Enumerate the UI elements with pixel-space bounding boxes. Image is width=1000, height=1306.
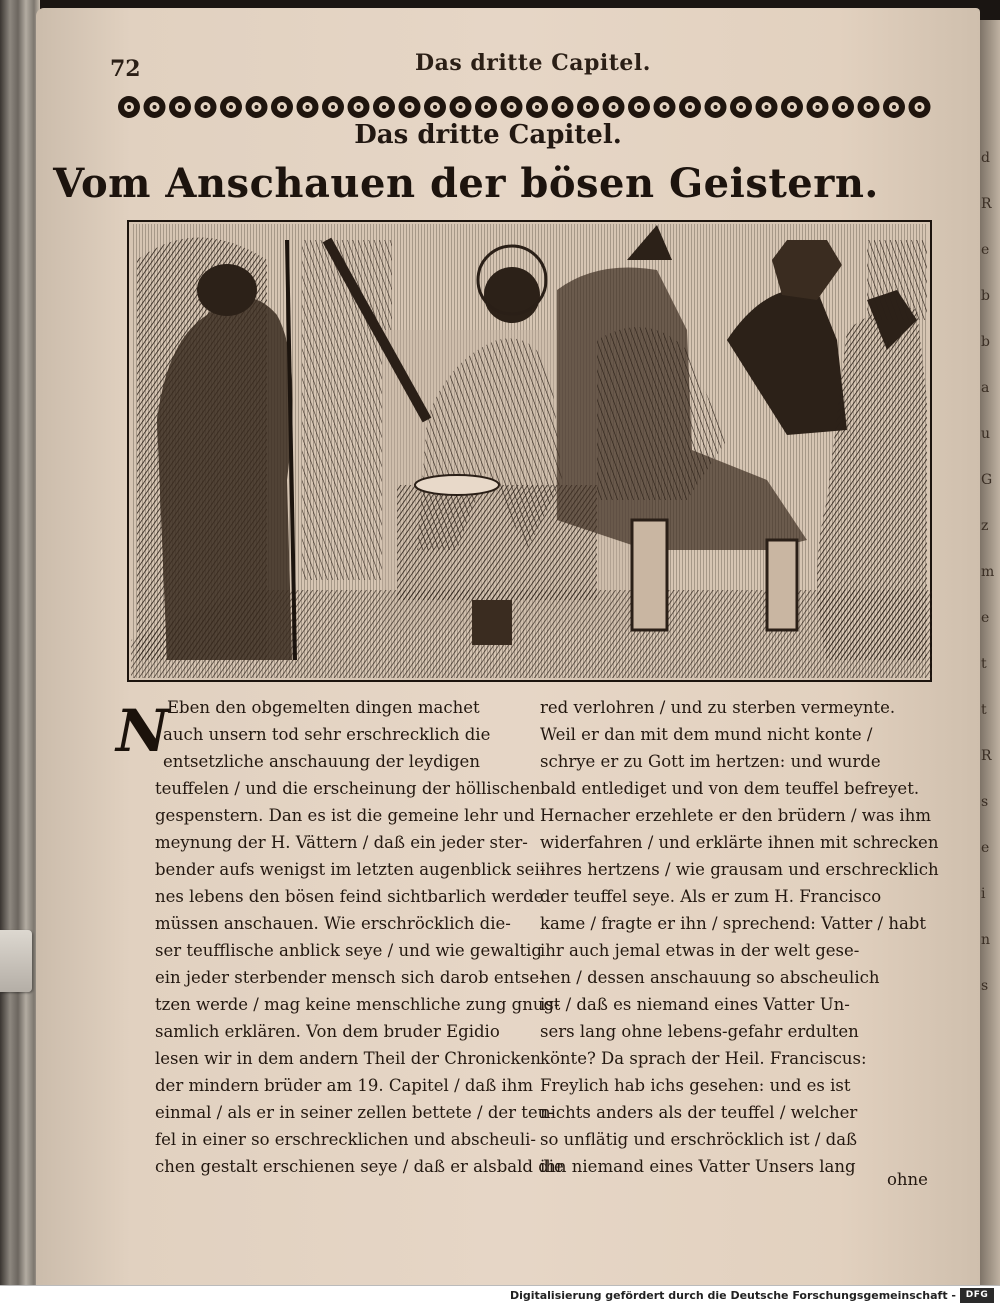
funding-credit: Digitalisierung gefördert durch die Deutsche Forschungsgemeinschaft - xyxy=(509,1289,956,1302)
ornament-rosette xyxy=(781,96,803,118)
ornament-rosette xyxy=(118,96,140,118)
facing-page-letter: e xyxy=(981,242,990,258)
text-line: fel in einer so erschrecklichen und abscheuli- xyxy=(155,1130,537,1149)
running-head: Das dritte Capitel. xyxy=(415,50,651,76)
text-line: ser teufflische anblick seye / und wie gewaltig xyxy=(155,941,542,960)
text-line: bender aufs wenigst im letzten augenblick sei- xyxy=(155,860,546,879)
ornament-rosette xyxy=(399,96,421,118)
ornament-rosette xyxy=(679,96,701,118)
ornament-rosette xyxy=(730,96,752,118)
ornament-rosette xyxy=(603,96,625,118)
text-line: einmal / als er in seiner zellen bettete / der teu- xyxy=(155,1103,554,1122)
facing-page-letter: R xyxy=(981,196,992,212)
facing-page-letter: s xyxy=(981,978,989,994)
text-line: ihres hertzens / wie grausam und erschrecklich xyxy=(540,860,939,879)
drop-cap: N xyxy=(116,697,170,765)
text-line: teuffelen / und die erscheinung der höllischen xyxy=(155,779,541,798)
facing-page-letter: s xyxy=(981,794,989,810)
facing-page-letter: n xyxy=(981,932,991,948)
text-line: Weil er dan mit dem mund nicht konte / xyxy=(540,725,873,744)
ornament-rosette xyxy=(169,96,191,118)
ornament-rosette xyxy=(246,96,268,118)
facing-page-letter: e xyxy=(981,840,990,856)
text-line: Hernacher erzehlete er den brüdern / was ihm xyxy=(540,806,931,825)
text-line: müssen anschauen. Wie erschröcklich die- xyxy=(155,914,511,933)
text-line: ein jeder sterbender mensch sich darob entse- xyxy=(155,968,545,987)
ornament-rosette xyxy=(348,96,370,118)
text-line: der teuffel seye. Als er zum H. Francisco xyxy=(540,887,882,906)
ornament-rosette xyxy=(858,96,880,118)
facing-page-letter: R xyxy=(981,748,992,764)
ornament-rosette xyxy=(271,96,293,118)
ornament-rosette xyxy=(195,96,217,118)
text-column-right xyxy=(540,694,939,1180)
engraving-illustration xyxy=(127,220,932,682)
chapter-title-text: Vom Anschauen der bösen Geistern. xyxy=(53,160,879,207)
ornament-rosette xyxy=(220,96,242,118)
facing-page-letter: G xyxy=(981,472,993,488)
text-line: schrye er zu Gott im hertzen: und wurde xyxy=(540,752,881,771)
text-line: samlich erklären. Von dem bruder Egidio xyxy=(155,1022,500,1041)
facing-page-letter: t xyxy=(981,656,987,672)
ornament-rosette xyxy=(807,96,829,118)
text-column-left xyxy=(155,694,564,1180)
ornament-rosette xyxy=(552,96,574,118)
facing-page-letter: m xyxy=(981,564,995,580)
facing-page-letter: a xyxy=(981,380,990,396)
text-line: lesen wir in dem andern Theil der Chronicken xyxy=(155,1049,541,1068)
facing-page-letter: u xyxy=(981,426,991,442)
text-line: chen gestalt erschienen seye / daß er alsbald die xyxy=(155,1157,564,1176)
text-line: tzen werde / mag keine menschliche zung gnug- xyxy=(155,995,560,1014)
text-line: ihn niemand eines Vatter Unsers lang xyxy=(540,1157,856,1176)
text-line: so unflätig und erschröcklich ist / daß xyxy=(540,1130,858,1149)
text-line: könte? Da sprach der Heil. Franciscus: xyxy=(540,1049,867,1068)
text-line: red verlohren / und zu sterben vermeynte. xyxy=(540,698,896,717)
facing-page-letter: i xyxy=(981,886,986,902)
ornament-rosette xyxy=(705,96,727,118)
catchword: ohne xyxy=(887,1170,928,1189)
text-line: nichts anders als der teuffel / welcher xyxy=(540,1103,858,1122)
chapter-heading xyxy=(0,120,1000,150)
text-line: kame / fragte er ihn / sprechend: Vatter / habt xyxy=(540,914,926,933)
ornament-rosette xyxy=(628,96,650,118)
dfg-logo: DFG xyxy=(960,1288,994,1303)
ornament-rosette xyxy=(832,96,854,118)
ornament-rosette xyxy=(373,96,395,118)
text-line: ist / daß es niemand eines Vatter Un- xyxy=(540,995,850,1014)
text-line: entsetzliche anschauung der leydigen xyxy=(163,752,480,771)
ornament-rosette xyxy=(526,96,548,118)
ornament-rosette xyxy=(144,96,166,118)
text-line: widerfahren / und erklärte ihnen mit schrecken xyxy=(540,833,939,852)
text-line: hen / dessen anschauung so abscheulich xyxy=(540,968,880,987)
ornament-rosette xyxy=(424,96,446,118)
ornament-rosette xyxy=(297,96,319,118)
page-number: 72 xyxy=(110,56,141,82)
footer-bar xyxy=(0,1285,1000,1306)
text-line: der mindern brüder am 19. Capitel / daß ihm xyxy=(155,1076,534,1095)
facing-page-letter: t xyxy=(981,702,987,718)
facing-page-letter: d xyxy=(981,150,990,166)
ornament-rosette xyxy=(501,96,523,118)
text-line: auch unsern tod sehr erschrecklich die xyxy=(163,725,491,744)
facing-page-letter: b xyxy=(981,334,990,350)
ornament-rosette xyxy=(322,96,344,118)
text-line: Eben den obgemelten dingen machet xyxy=(167,698,480,717)
clip-tab xyxy=(0,930,32,992)
ornament-rosette xyxy=(654,96,676,118)
facing-page-letter: z xyxy=(981,518,989,534)
ornament-rosette xyxy=(756,96,778,118)
ornament-rosette xyxy=(475,96,497,118)
facing-page-letter: b xyxy=(981,288,990,304)
text-line: gespenstern. Dan es ist die gemeine lehr und xyxy=(155,806,535,825)
text-line: meynung der H. Vättern / daß ein jeder ster- xyxy=(155,833,528,852)
chapter-title xyxy=(0,160,1000,207)
ornament-rosette xyxy=(450,96,472,118)
facing-page-letter: e xyxy=(981,610,990,626)
text-line: ihr auch jemal etwas in der welt gese- xyxy=(540,941,860,960)
text-line: Freylich hab ichs gesehen: und es ist xyxy=(540,1076,851,1095)
chapter-heading-text: Das dritte Capitel. xyxy=(354,120,622,150)
ornament-rosette xyxy=(909,96,931,118)
text-line: bald entlediget und von dem teuffel befreyet. xyxy=(540,779,920,798)
text-line: nes lebens den bösen feind sichtbarlich werde xyxy=(155,887,544,906)
text-line: sers lang ohne lebens-gefahr erdulten xyxy=(540,1022,859,1041)
ornament-rosette xyxy=(577,96,599,118)
ornament-rosette xyxy=(883,96,905,118)
